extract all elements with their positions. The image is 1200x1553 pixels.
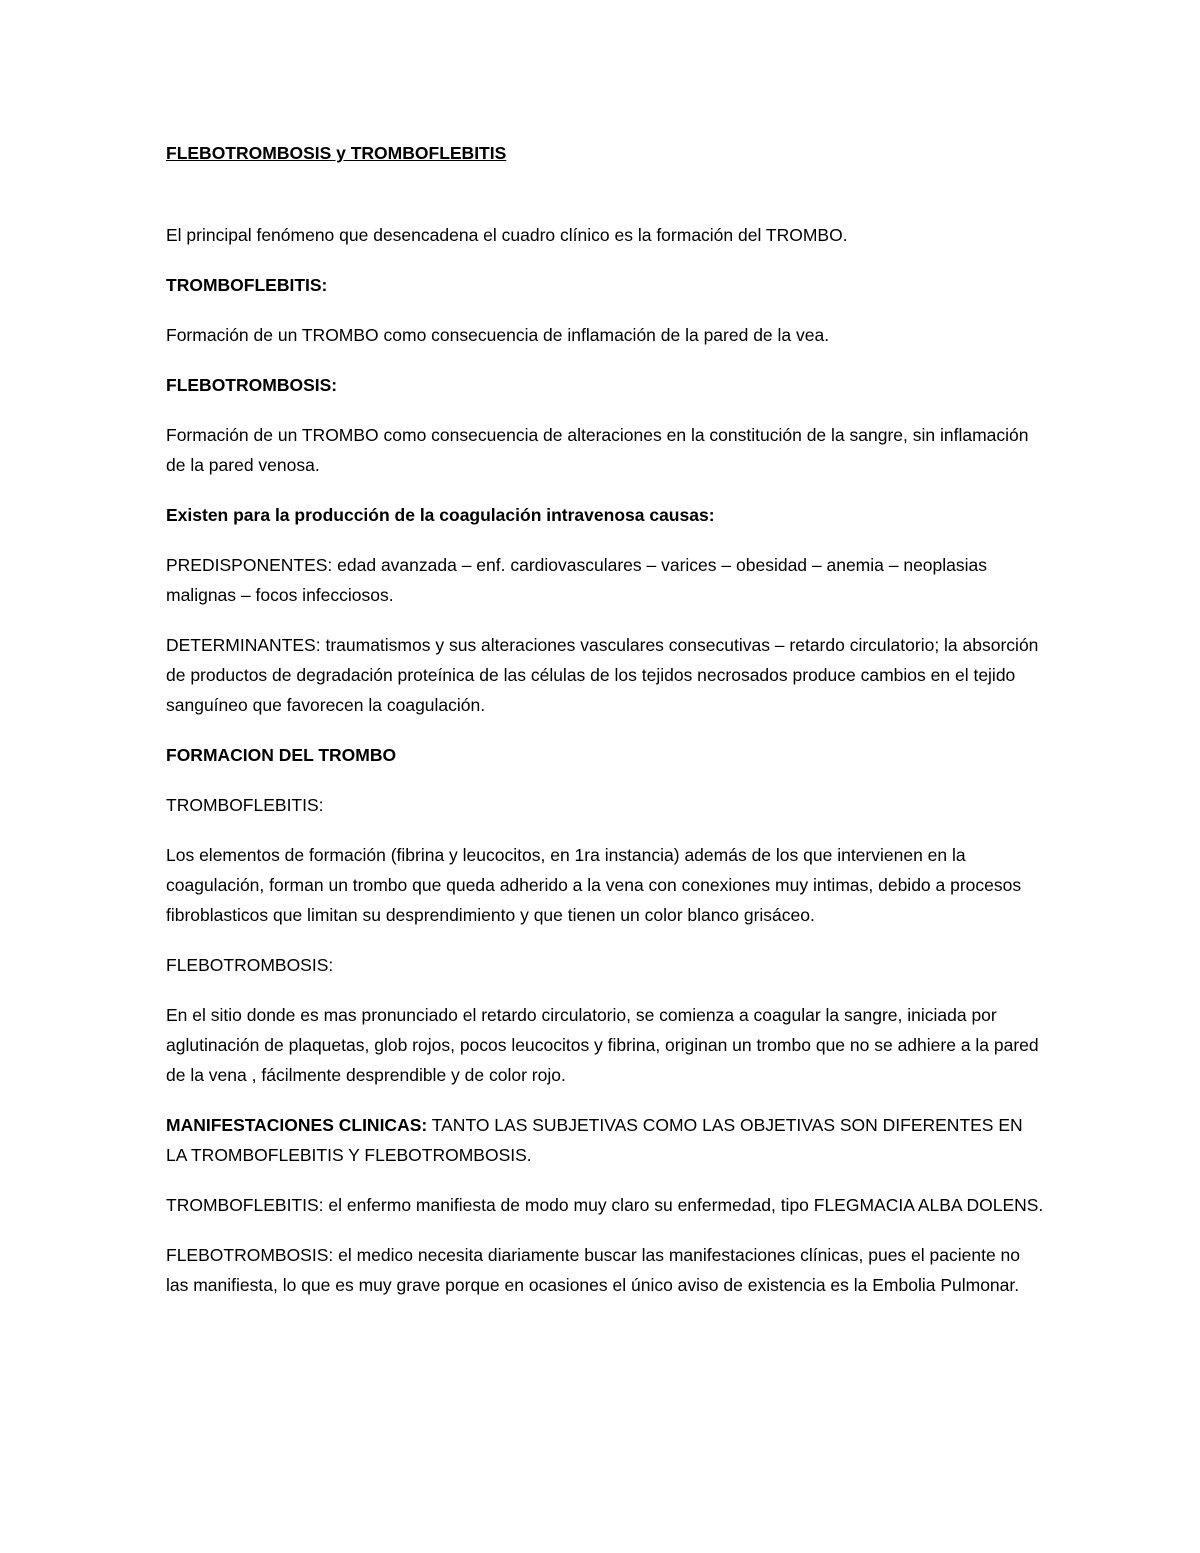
formacion-tromboflebitis-text: Los elementos de formación (fibrina y leucocitos, en 1ra instancia) además de los que intervienen en la coagulación, forman un trombo que queda adherido a la vena con conexiones muy intimas, debido a procesos fibroblasticos que limitan su desprendimiento y que tienen un color blanco grisáceo.: [166, 845, 1022, 925]
intro-paragraph: El principal fenómeno que desencadena el cuadro clínico es la formación del TROMBO.: [166, 225, 848, 245]
formacion-flebotrombosis-label: FLEBOTROMBOSIS:: [166, 955, 334, 975]
tromboflebitis-definition: Formación de un TROMBO como consecuencia de inflamación de la pared de la vea.: [166, 325, 830, 345]
manifestaciones-text: TANTO LAS SUBJETIVAS COMO LAS OBJETIVAS SON DIFERENTES EN LA TROMBOFLEBITIS Y FLEBOTROMBOSIS.: [166, 1115, 1023, 1165]
document-body: [166, 138, 1046, 1320]
determinantes-paragraph: DETERMINANTES: traumatismos y sus alteraciones vasculares consecutivas – retardo circulatorio; la absorción de productos de degradación proteínica de las células de los tejidos necrosados produce cambios en el tejido sanguíneo que favorecen la coagulación.: [166, 635, 1039, 715]
formacion-tromboflebitis-label: TROMBOFLEBITIS:: [166, 795, 324, 815]
flebotrombosis-definition: Formación de un TROMBO como consecuencia de alteraciones en la constitución de la sangre, sin inflamación de la pared venosa.: [166, 425, 1029, 475]
formacion-flebotrombosis-text: En el sitio donde es mas pronunciado el retardo circulatorio, se comienza a coagular la sangre, iniciada por aglutinación de plaquetas, glob rojos, pocos leucocitos y fibrina, originan un trombo que no se adhiere a la pared de la vena , fácilmente desprendible y de color rojo.: [166, 1005, 1039, 1085]
formacion-heading: FORMACION DEL TROMBO: [166, 745, 397, 765]
manifestaciones-flebotrombosis: FLEBOTROMBOSIS: el medico necesita diariamente buscar las manifestaciones clínicas, pues el paciente no las manifiesta, lo que es muy grave porque en ocasiones el único aviso de existencia es la Embolia Pulmonar.: [166, 1245, 1021, 1295]
manifestaciones-paragraph: [166, 1110, 1046, 1170]
causas-heading: Existen para la producción de la coagulación intravenosa causas:: [166, 505, 715, 525]
manifestaciones-tromboflebitis: TROMBOFLEBITIS: el enfermo manifiesta de modo muy claro su enfermedad, tipo FLEGMACIA ALBA DOLENS.: [166, 1195, 1044, 1215]
predisponentes-paragraph: PREDISPONENTES: edad avanzada – enf. cardiovasculares – varices – obesidad – anemia – neoplasias malignas – focos infecciosos.: [166, 555, 988, 605]
manifestaciones-label: MANIFESTACIONES CLINICAS:: [166, 1115, 428, 1135]
flebotrombosis-heading: FLEBOTROMBOSIS:: [166, 375, 338, 395]
document-title: FLEBOTROMBOSIS y TROMBOFLEBITIS: [166, 143, 507, 163]
tromboflebitis-heading: TROMBOFLEBITIS:: [166, 275, 328, 295]
